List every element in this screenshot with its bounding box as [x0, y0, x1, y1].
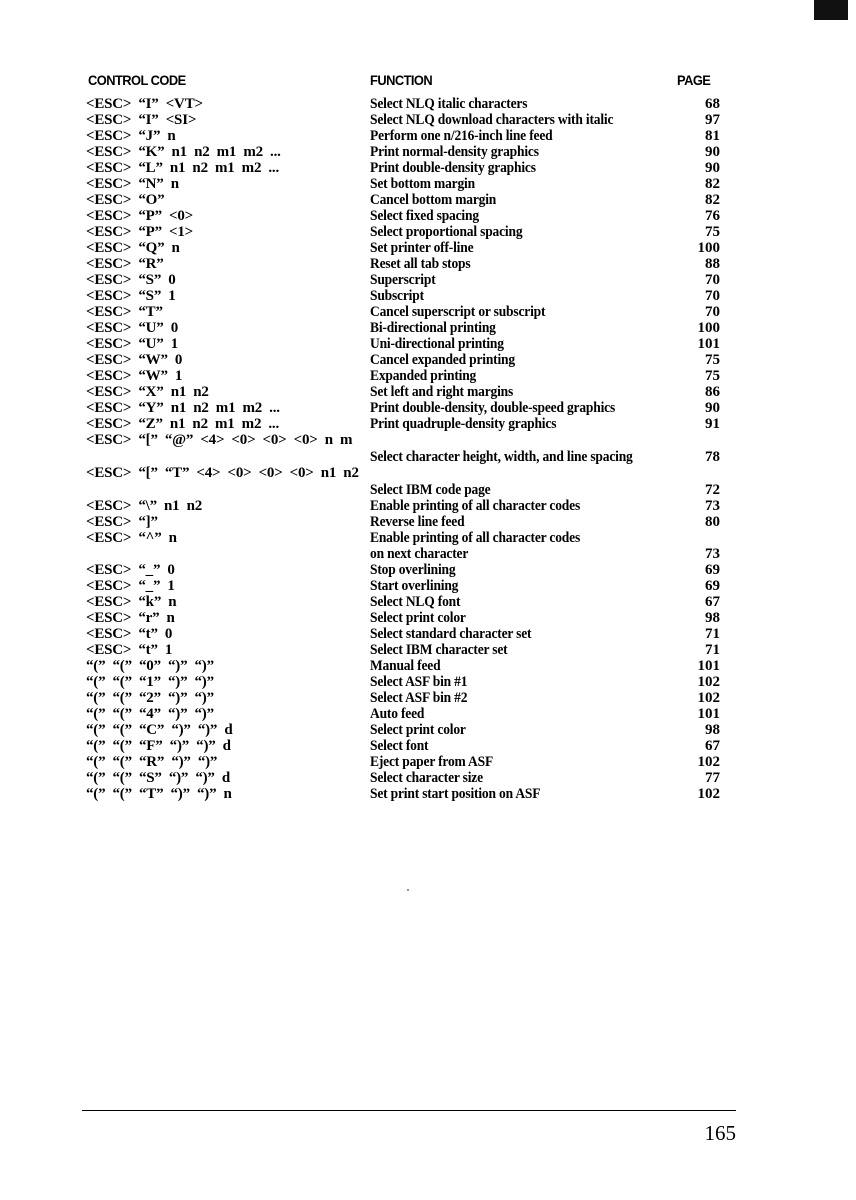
control-code-cell: <ESC> “\” n1 n2 [86, 498, 203, 514]
control-code-cell: <ESC> “Q” n [86, 240, 180, 256]
page-cell: 101 [697, 658, 720, 674]
page-cell: 98 [705, 610, 720, 626]
function-cell: Select ASF bin #1 [370, 674, 468, 690]
table-row [0, 96, 856, 112]
page-cell: 75 [705, 224, 720, 240]
control-code-cell: <ESC> “^” n [86, 530, 177, 546]
function-cell: Select font [370, 738, 429, 754]
function-cell: Superscript [370, 272, 436, 288]
page-cell: 97 [705, 112, 720, 128]
control-code-cell: <ESC> “S” 1 [86, 288, 176, 304]
header-function: FUNCTION [370, 72, 433, 88]
function-cell: Stop overlining [370, 562, 456, 578]
header-control-code: CONTROL CODE [88, 72, 186, 88]
page-cell: 71 [705, 626, 720, 642]
function-cell: Select fixed spacing [370, 208, 479, 224]
page-cell: 67 [705, 738, 720, 754]
table-row [0, 256, 856, 272]
table-row [0, 304, 856, 320]
table-row [0, 546, 856, 562]
page-cell: 75 [705, 352, 720, 368]
control-code-cell: “(” “(” “0” “)” “)” [86, 658, 214, 674]
function-cell: Select proportional spacing [370, 224, 523, 240]
table-row [0, 642, 856, 658]
page-cell: 90 [705, 160, 720, 176]
control-code-cell: <ESC> “r” n [86, 610, 175, 626]
table-row [0, 240, 856, 256]
function-cell: Print normal-density graphics [370, 144, 539, 160]
page-cell: 69 [705, 578, 720, 594]
table-row [0, 449, 856, 465]
function-cell: Set print start position on ASF [370, 786, 541, 802]
table-row [0, 400, 856, 416]
table-row [0, 738, 856, 754]
function-cell: Reset all tab stops [370, 256, 471, 272]
control-code-cell: “(” “(” “T” “)” “)” n [86, 786, 232, 802]
table-row [0, 416, 856, 432]
control-code-cell: “(” “(” “1” “)” “)” [86, 674, 214, 690]
function-cell: Manual feed [370, 658, 441, 674]
function-cell: Print double-density, double-speed graphics [370, 400, 616, 416]
control-code-cell: <ESC> “S” 0 [86, 272, 176, 288]
table-row [0, 224, 856, 240]
control-code-cell: <ESC> “t” 0 [86, 626, 173, 642]
table-row [0, 160, 856, 176]
function-cell: Select NLQ download characters with italic [370, 112, 614, 128]
control-code-cell: “(” “(” “F” “)” “)” d [86, 738, 231, 754]
control-code-cell: <ESC> “J” n [86, 128, 176, 144]
function-cell: Select standard character set [370, 626, 532, 642]
page-cell: 73 [705, 498, 720, 514]
table-row [0, 432, 856, 449]
page-cell: 67 [705, 594, 720, 610]
control-code-cell: <ESC> “t” 1 [86, 642, 173, 658]
function-cell: Enable printing of all character codes [370, 498, 581, 514]
corner-mark [814, 0, 848, 20]
control-code-cell: “(” “(” “S” “)” “)” d [86, 770, 230, 786]
table-row [0, 272, 856, 288]
page-cell: 91 [705, 416, 720, 432]
control-code-cell: <ESC> “]” [86, 514, 158, 530]
table-row [0, 498, 856, 514]
table-row [0, 176, 856, 192]
control-code-cell: <ESC> “X” n1 n2 [86, 384, 209, 400]
function-cell: Expanded printing [370, 368, 477, 384]
table-row [0, 530, 856, 546]
table-row [0, 482, 856, 498]
control-code-cell: “(” “(” “4” “)” “)” [86, 706, 214, 722]
control-code-cell: <ESC> “T” [86, 304, 163, 320]
function-cell: Set bottom margin [370, 176, 475, 192]
control-code-cell: <ESC> “[” “@” <4> <0> <0> <0> n m [86, 432, 353, 448]
page-cell: 90 [705, 400, 720, 416]
control-code-cell: “(” “(” “2” “)” “)” [86, 690, 214, 706]
function-cell: Perform one n/216-inch line feed [370, 128, 553, 144]
table-row [0, 578, 856, 594]
table-row [0, 320, 856, 336]
page-cell: 77 [705, 770, 720, 786]
function-cell: Bi-directional printing [370, 320, 496, 336]
function-cell: Cancel superscript or subscript [370, 304, 546, 320]
function-cell: Cancel expanded printing [370, 352, 515, 368]
function-cell: Cancel bottom margin [370, 192, 497, 208]
page-cell: 102 [697, 786, 720, 802]
table-row [0, 690, 856, 706]
control-code-cell: <ESC> “W” 0 [86, 352, 183, 368]
page-cell: 101 [697, 336, 720, 352]
table-row [0, 288, 856, 304]
function-cell: Select print color [370, 610, 466, 626]
table-row [0, 208, 856, 224]
control-code-cell: <ESC> “K” n1 n2 m1 m2 ... [86, 144, 281, 160]
function-cell: Select NLQ italic characters [370, 96, 528, 112]
page-cell: 82 [705, 176, 720, 192]
control-code-cell: <ESC> “U” 0 [86, 320, 179, 336]
function-cell: Eject paper from ASF [370, 754, 494, 770]
table-row [0, 722, 856, 738]
table-row [0, 674, 856, 690]
control-code-cell: <ESC> “k” n [86, 594, 177, 610]
table-row [0, 352, 856, 368]
table-row [0, 594, 856, 610]
control-code-cell: <ESC> “I” <VT> [86, 96, 203, 112]
control-code-cell: <ESC> “N” n [86, 176, 179, 192]
page-cell: 69 [705, 562, 720, 578]
control-code-cell: <ESC> “O” [86, 192, 165, 208]
control-code-cell: <ESC> “P” <1> [86, 224, 194, 240]
table-row [0, 754, 856, 770]
function-cell: Select ASF bin #2 [370, 690, 468, 706]
page-cell: 82 [705, 192, 720, 208]
page-cell: 98 [705, 722, 720, 738]
function-cell: Start overlining [370, 578, 459, 594]
table-row [0, 610, 856, 626]
control-code-cell: <ESC> “W” 1 [86, 368, 183, 384]
function-cell: Enable printing of all character codes [370, 530, 581, 546]
page-cell: 68 [705, 96, 720, 112]
page-cell: 81 [705, 128, 720, 144]
header-page: PAGE [677, 72, 711, 88]
control-code-cell: <ESC> “R” [86, 256, 164, 272]
table-row [0, 128, 856, 144]
page-cell: 102 [697, 754, 720, 770]
stray-dot [407, 889, 409, 891]
page-number: 165 [704, 1121, 736, 1145]
page-cell: 75 [705, 368, 720, 384]
control-code-cell: <ESC> “Z” n1 n2 m1 m2 ... [86, 416, 280, 432]
page-cell: 88 [705, 256, 720, 272]
control-code-cell: “(” “(” “C” “)” “)” d [86, 722, 233, 738]
function-cell: Select print color [370, 722, 466, 738]
control-code-cell: <ESC> “L” n1 n2 m1 m2 ... [86, 160, 280, 176]
control-code-cell: <ESC> “_” 1 [86, 578, 175, 594]
function-cell: Reverse line feed [370, 514, 465, 530]
page-cell: 102 [697, 690, 720, 706]
table-row [0, 786, 856, 802]
page-cell: 100 [697, 320, 720, 336]
control-code-cell: <ESC> “P” <0> [86, 208, 194, 224]
table-row [0, 192, 856, 208]
page-cell: 76 [705, 208, 720, 224]
page-cell: 70 [705, 272, 720, 288]
control-code-cell: <ESC> “Y” n1 n2 m1 m2 ... [86, 400, 280, 416]
command-table [0, 96, 856, 802]
function-cell: Select IBM code page [370, 482, 491, 498]
page-cell: 70 [705, 304, 720, 320]
page-cell: 70 [705, 288, 720, 304]
table-row [0, 336, 856, 352]
table-row [0, 112, 856, 128]
table-row [0, 514, 856, 530]
page-cell: 102 [697, 674, 720, 690]
footer-rule [82, 1110, 736, 1111]
table-row [0, 658, 856, 674]
page-cell: 78 [705, 449, 720, 465]
page-cell: 101 [697, 706, 720, 722]
page-cell: 73 [705, 546, 720, 562]
table-row [0, 144, 856, 160]
function-cell: Print quadruple-density graphics [370, 416, 557, 432]
function-cell: Select character height, width, and line spacing [370, 449, 633, 465]
control-code-cell: <ESC> “_” 0 [86, 562, 175, 578]
page-cell: 100 [697, 240, 720, 256]
function-cell: Auto feed [370, 706, 425, 722]
table-row [0, 465, 856, 482]
page-cell: 90 [705, 144, 720, 160]
function-cell: Select IBM character set [370, 642, 508, 658]
control-code-cell: <ESC> “I” <SI> [86, 112, 197, 128]
table-row [0, 626, 856, 642]
function-cell: Select character size [370, 770, 483, 786]
table-row [0, 562, 856, 578]
function-cell: on next character [370, 546, 469, 562]
page-cell: 86 [705, 384, 720, 400]
function-cell: Select NLQ font [370, 594, 461, 610]
table-row [0, 368, 856, 384]
function-cell: Subscript [370, 288, 424, 304]
function-cell: Uni-directional printing [370, 336, 504, 352]
function-cell: Print double-density graphics [370, 160, 536, 176]
page-cell: 80 [705, 514, 720, 530]
table-row [0, 384, 856, 400]
table-row [0, 706, 856, 722]
function-cell: Set left and right margins [370, 384, 514, 400]
page-cell: 72 [705, 482, 720, 498]
function-cell: Set printer off-line [370, 240, 474, 256]
control-code-cell: <ESC> “U” 1 [86, 336, 179, 352]
control-code-cell: <ESC> “[” “T” <4> <0> <0> <0> n1 n2 [86, 465, 359, 481]
table-row [0, 770, 856, 786]
control-code-cell: “(” “(” “R” “)” “)” [86, 754, 218, 770]
page-cell: 71 [705, 642, 720, 658]
